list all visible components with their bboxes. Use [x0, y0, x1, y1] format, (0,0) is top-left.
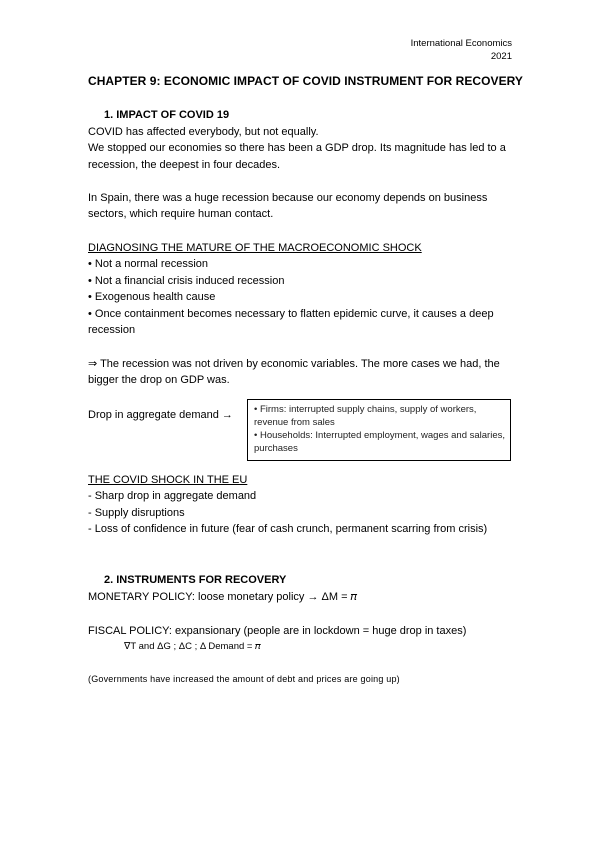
list-item: - Loss of confidence in future (fear of cash crunch, permanent scarring from crisis)	[88, 523, 488, 535]
list-item: • Not a normal recession	[88, 258, 209, 270]
diagnosing-heading: DIAGNOSING THE MATURE OF THE MACROECONOMIC SHOCK	[88, 242, 422, 254]
paragraph-line: sectors, which require human contact.	[88, 208, 274, 220]
list-item: • Exogenous health cause	[88, 291, 216, 303]
box-item: • Households: Interrupted employment, wages and salaries, purchases	[254, 430, 505, 454]
box-item: • Firms: interrupted supply chains, supply of workers, revenue from sales	[254, 404, 477, 428]
list-item: • Not a financial crisis induced recession	[88, 275, 285, 287]
note: (Governments have increased the amount of debt and prices are going up)	[88, 674, 400, 684]
page-title: CHAPTER 9: ECONOMIC IMPACT OF COVID INSTRUMENT FOR RECOVERY	[88, 74, 523, 88]
list-item: recession	[88, 324, 136, 336]
paragraph-line: COVID has affected everybody, but not equally.	[88, 126, 319, 138]
header-year: 2021	[490, 51, 512, 62]
formula: ∇T and ΔG ; ΔC ; Δ Demand = 𝜋	[124, 641, 261, 652]
list-item: - Supply disruptions	[88, 507, 185, 519]
header-course: International Economics	[410, 38, 512, 49]
section-1-heading: 1. IMPACT OF COVID 19	[104, 109, 230, 121]
conclusion-line: bigger the drop on GDP was.	[88, 374, 230, 386]
drop-label: Drop in aggregate demand →	[88, 409, 233, 421]
monetary-policy: MONETARY POLICY: loose monetary policy → ΔM = 𝜋	[88, 591, 358, 603]
list-item: - Sharp drop in aggregate demand	[88, 490, 257, 502]
paragraph-line: In Spain, there was a huge recession because our economy depends on business	[88, 192, 488, 204]
eu-heading: THE COVID SHOCK IN THE EU	[88, 474, 248, 486]
conclusion-line: ⇒ The recession was not driven by economic variables. The more cases we had, the	[88, 358, 500, 370]
fiscal-policy: FISCAL POLICY: expansionary (people are in lockdown = huge drop in taxes)	[88, 625, 467, 637]
section-2-heading: 2. INSTRUMENTS FOR RECOVERY	[104, 574, 287, 586]
paragraph-line: recession, the deepest in four decades.	[88, 159, 281, 171]
paragraph-line: We stopped our economies so there has been a GDP drop. Its magnitude has led to a	[88, 142, 506, 154]
demand-box	[247, 399, 511, 461]
list-item: • Once containment becomes necessary to flatten epidemic curve, it causes a deep	[88, 308, 494, 320]
